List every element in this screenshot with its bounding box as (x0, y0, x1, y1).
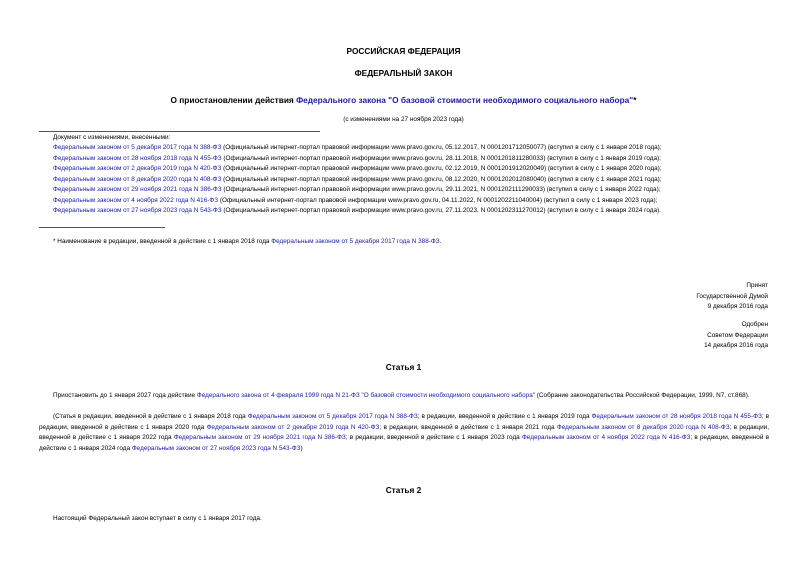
law-title-prefix: О приостановлении действия (170, 95, 297, 105)
footnote (53, 237, 441, 248)
law-title (0, 95, 807, 105)
law-type-heading: ФЕДЕРАЛЬНЫЙ ЗАКОН (354, 68, 453, 78)
edition-text: ; в редакции, введенной в действие с 1 января 2021 года (379, 423, 557, 431)
amendments-intro: Документ с изменениями, внесенными: (53, 134, 171, 141)
article-1-text: Приостановить до 1 января 2027 года действие (53, 392, 197, 399)
approved-line: Советом Федерации (707, 331, 768, 339)
article-1-edition-note (39, 412, 769, 454)
amendment-item (53, 154, 662, 165)
country-heading: РОССИЙСКАЯ ФЕДЕРАЦИЯ (346, 46, 461, 56)
amendment-item (53, 196, 662, 207)
edition-text: ) (300, 444, 303, 452)
approved-line: 14 декабря 2016 года (704, 342, 768, 349)
amendment-item (53, 143, 662, 154)
article-1-text-end: (Собрание законодательства Российской Федерации, 1999, N7, ст.868). (535, 392, 750, 399)
approved-line: Одобрен (741, 321, 768, 328)
adoption-accepted (696, 281, 768, 313)
amendment-details: (Официальный интернет-портал правовой информации www.pravo.gov.ru, 02.12.2019, N 0001201912020049) (вступил в силу с 1 января 2020 года); (221, 165, 662, 172)
amendments-top-rule (39, 131, 320, 132)
amendment-details: (Официальный интернет-портал правовой информации www.pravo.gov.ru, 08.12.2020, N 0001202012080040) (вступил в силу с 1 января 2021 года); (221, 175, 662, 183)
article-2-heading: Статья 2 (385, 485, 422, 495)
article-1-heading: Статья 1 (385, 362, 422, 372)
edition-law-link[interactable]: Федеральным законом от 8 декабря 2020 года N 408-ФЗ (556, 423, 730, 431)
adoption-approved (704, 320, 768, 352)
amendment-item (53, 185, 662, 196)
accepted-line: Принят (746, 282, 768, 289)
amendment-link[interactable]: Федеральным законом от 29 ноября 2021 года N 386-ФЗ (53, 186, 222, 193)
edition-law-link[interactable]: Федеральным законом от 2 декабря 2019 года N 420-ФЗ (206, 423, 380, 431)
footnote-link[interactable]: Федеральным законом от 5 декабря 2017 года N 388-ФЗ (271, 238, 440, 245)
amendment-link[interactable]: Федеральным законом от 27 ноября 2023 года N 543-ФЗ (53, 207, 222, 214)
accepted-line: Государственной Думой (696, 292, 768, 300)
amendment-details: (Официальный интернет-портал правовой информации www.pravo.gov.ru, 05.12.2017, N 0001201712050077) (вступил в силу с 1 января 2018 года); (221, 144, 662, 151)
edition-law-link[interactable]: Федеральным законом от 27 ноября 2023 года N 543-ФЗ (131, 444, 301, 452)
edition-text: ; в редакции, введенной в действие с 1 января 2024 года (39, 434, 770, 452)
edition-note: (с изменениями на 27 ноября 2023 года) (343, 116, 464, 123)
edition-law-link[interactable]: Федеральным законом от 29 ноября 2021 года N 386-ФЗ (173, 434, 346, 441)
edition-law-link[interactable]: Федеральным законом от 28 ноября 2018 года N 455-ФЗ (591, 413, 762, 420)
edition-text: ; в редакции, введенной в действие с 1 января 2022 года (39, 423, 769, 441)
amendment-link[interactable]: Федеральным законом от 4 ноября 2022 года N 416-ФЗ (53, 196, 219, 204)
edition-law-link[interactable]: Федеральным законом от 4 ноября 2022 года N 416-ФЗ (521, 434, 691, 441)
edition-text: ; в редакции, введенной в действие с 1 января 2019 года (417, 413, 592, 420)
amendment-link[interactable]: Федеральным законом от 2 декабря 2019 года N 420-ФЗ (53, 165, 222, 172)
amendment-details: (Официальный интернет-портал правовой информации www.pravo.gov.ru, 28.11.2018, N 0001201811280033) (вступил в силу с 1 января 2019 года); (221, 154, 661, 162)
amendment-details: (Официальный интернет-портал правовой информации www.pravo.gov.ru, 27.11.2023, N 0001202311270012) (вступил в силу с 1 января 2024 года). (221, 207, 661, 214)
amendment-link[interactable]: Федеральным законом от 8 декабря 2020 года N 408-ФЗ (53, 175, 222, 183)
edition-text: ; в редакции, введенной в действие с 1 января 2023 года (345, 434, 522, 441)
amendment-link[interactable]: Федеральным законом от 28 ноября 2018 года N 455-ФЗ (53, 154, 222, 162)
footnote-rule (39, 227, 165, 228)
law-title-link[interactable]: Федерального закона "О базовой стоимости необходимого социального набора" (296, 95, 634, 105)
article-1-link[interactable]: Федерального закона от 4 февраля 1999 года N 21-ФЗ "О базовой стоимости необходимого социального набора" (196, 392, 536, 399)
edition-text: ; в редакции, введенной в действие с 1 января 2020 года (39, 413, 769, 431)
footnote-end: . (439, 238, 442, 245)
amendment-item (53, 164, 662, 175)
amendment-item (53, 206, 662, 217)
amendment-details: (Официальный интернет-портал правовой информации www.pravo.gov.ru, 04.11.2022, N 0001202211040004) (вступил в силу с 1 января 2023 года); (218, 196, 658, 204)
amendment-item (53, 175, 662, 186)
edition-text: (Статья в редакции, введенной в действие с 1 января 2018 года (53, 413, 248, 420)
article-2-paragraph: Настоящий Федеральный закон вступает в силу с 1 января 2017 года. (53, 515, 262, 522)
accepted-line: 9 декабря 2016 года (707, 303, 768, 310)
article-1-paragraph (39, 391, 769, 402)
footnote-text: * Наименование в редакции, введенной в действие с 1 января 2018 года (53, 238, 272, 245)
amendment-details: (Официальный интернет-портал правовой информации www.pravo.gov.ru, 29.11.2021, N 0001202111290033) (вступил в силу с 1 января 2022 года); (221, 186, 661, 193)
amendment-link[interactable]: Федеральным законом от 5 декабря 2017 года N 388-ФЗ (53, 144, 222, 151)
amendments-list (53, 143, 662, 217)
edition-law-link[interactable]: Федеральным законом от 5 декабря 2017 года N 388-ФЗ (247, 413, 418, 420)
law-title-asterisk: * (633, 95, 637, 105)
